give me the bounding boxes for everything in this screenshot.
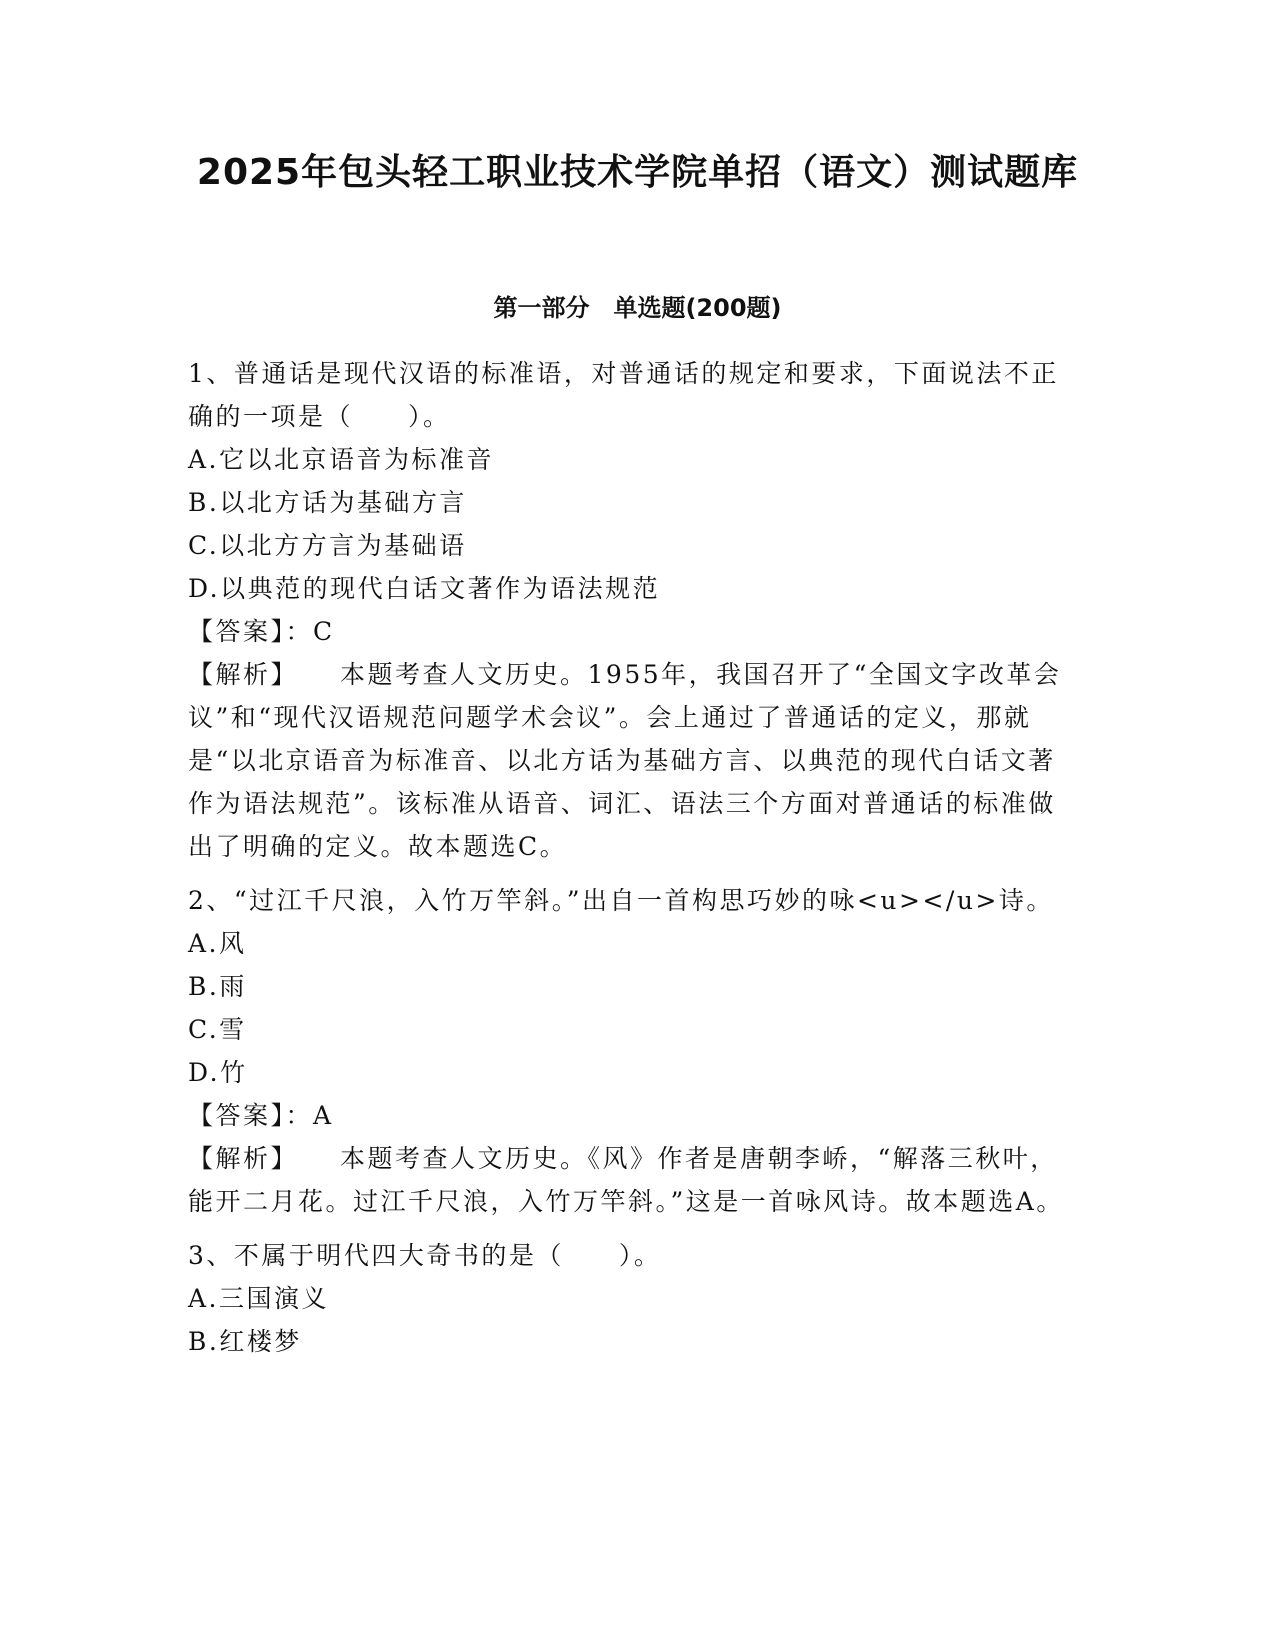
analysis-line bbox=[188, 1137, 1078, 1223]
question-list bbox=[188, 352, 1078, 1374]
question-1 bbox=[188, 352, 1078, 868]
answer-value: A bbox=[313, 1101, 334, 1130]
question-stem: 1、普通话是现代汉语的标准语，对普通话的规定和要求，下面说法不正确的一项是（ ）。 bbox=[188, 359, 1059, 431]
analysis-text: 本题考查人文历史。1955年，我国召开了“全国文字改革会议”和“现代汉语规范问题学术会议”。会上通过了普通话的定义，那就是“以北京语音为标准音、以北方话为基础方言、以典范的现代白话文著作为语法规范”。该标准从语音、词汇、语法三个方面对普通话的标准做出了明确的定义。故本题选C。 bbox=[188, 660, 1062, 861]
answer-label: 【答案】： bbox=[188, 1101, 314, 1130]
question-stem: 2、“过江千尺浪，入竹万竿斜。”出自一首构思巧妙的咏<u></u>诗。 bbox=[188, 886, 1054, 915]
question-2 bbox=[188, 879, 1078, 1223]
option-b: B.红楼梦 bbox=[188, 1327, 302, 1356]
answer-value: C bbox=[313, 617, 335, 646]
answer-line bbox=[188, 610, 1078, 653]
option-a: A.三国演义 bbox=[188, 1284, 330, 1313]
analysis-label: 【解析】 bbox=[188, 1144, 299, 1173]
question-stem: 3、不属于明代四大奇书的是（ ）。 bbox=[188, 1241, 662, 1270]
option-c: C.以北方方言为基础语 bbox=[188, 531, 467, 560]
option-b: B.以北方话为基础方言 bbox=[188, 488, 467, 517]
analysis-label: 【解析】 bbox=[188, 660, 299, 689]
analysis-text: 本题考查人文历史。《风》作者是唐朝李峤，“解落三秋叶，能开二月花。过江千尺浪，入竹万竿斜。”这是一首咏风诗。故本题选A。 bbox=[188, 1144, 1064, 1216]
option-d: D.竹 bbox=[188, 1058, 248, 1087]
analysis-line bbox=[188, 653, 1078, 868]
option-a: A.它以北京语音为标准音 bbox=[188, 445, 495, 474]
option-c: C.雪 bbox=[188, 1015, 247, 1044]
section-title: 第一部分 单选题(200题) bbox=[493, 294, 782, 322]
option-d: D.以典范的现代白话文著作为语法规范 bbox=[188, 574, 661, 603]
option-a: A.风 bbox=[188, 929, 247, 958]
document-title: 2025年包头轻工职业技术学院单招（语文）测试题库 bbox=[196, 152, 1079, 193]
question-3 bbox=[188, 1234, 1078, 1363]
option-b: B.雨 bbox=[188, 972, 247, 1001]
answer-label: 【答案】： bbox=[188, 617, 314, 646]
answer-line bbox=[188, 1094, 1078, 1137]
